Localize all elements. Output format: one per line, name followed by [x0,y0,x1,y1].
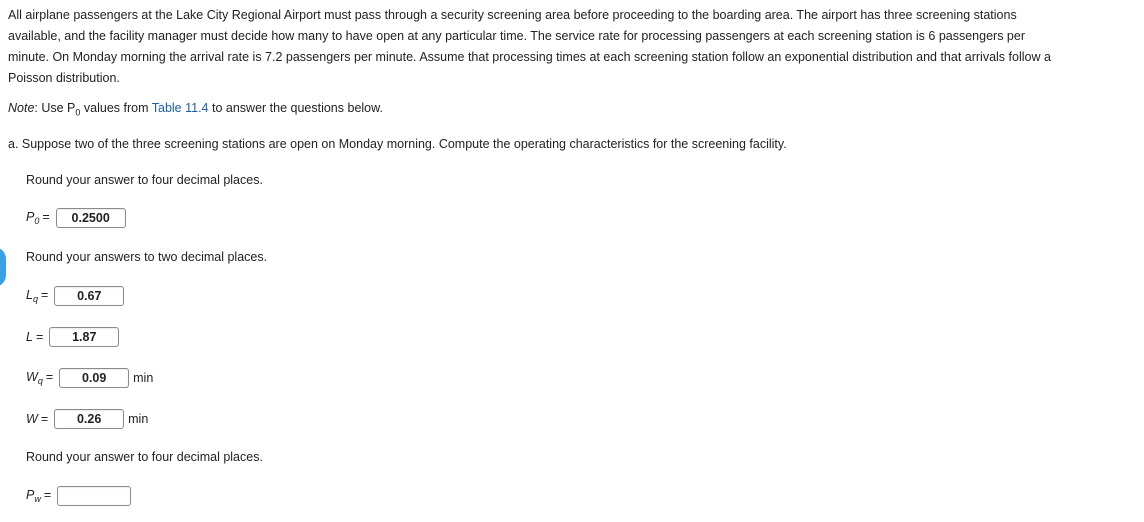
problem-line-1: All airplane passengers at the Lake City Regional Airport must pass through a security screening area before proceeding to the boarding area. The airport has three screening stations [8,8,1017,22]
p0-row [26,206,126,230]
lq-input[interactable]: 0.67 [54,286,124,306]
l-input[interactable]: 1.87 [49,327,119,347]
note-sub: 0 [75,107,81,118]
l-row [26,325,119,349]
w-row [26,407,148,431]
note-label: Note [8,101,35,115]
problem-line-4: Poisson distribution. [8,71,120,85]
problem-line-3: minute. On Monday morning the arrival rate is 7.2 passengers per minute. Assume that processing times at each screening station follow an exponential distribution and that arrivals follow a [8,50,1051,64]
p0-label: $P_0$ = [26,210,50,226]
round-instruction-four-2: Round your answer to four decimal places. [26,450,263,464]
round-instruction-two: Round your answers to two decimal places. [26,250,268,264]
question-a: a. Suppose two of the three screening stations are open on Monday morning. Compute the operating characteristics for the screening facility. [8,137,787,151]
lq-row [26,284,124,308]
problem-text [8,5,1142,89]
w-unit: min [128,412,149,426]
pw-input[interactable] [57,486,131,506]
w-input[interactable]: 0.26 [54,409,124,429]
problem-line-2: available, and the facility manager must decide how many to have open at any particular time. The service rate for processing passengers at each screening station is 6 passengers per [8,29,1025,43]
focus-marker [0,247,6,287]
round-instruction-four: Round your answer to four decimal places. [26,173,263,187]
wq-unit: min [133,371,154,385]
note [8,98,383,123]
wq-label: $W_q$ = [26,370,54,386]
lq-label: $L_q$ = [26,288,49,304]
l-label: L = [26,330,44,344]
note-text-mid: values from [80,101,152,115]
pw-label: $P_w$ = [26,488,52,504]
wq-row [26,366,153,390]
p0-input[interactable]: 0.2500 [56,208,126,228]
w-label: W = [26,412,49,426]
note-text-after: to answer the questions below. [208,101,383,115]
note-text-before: : Use P [34,101,76,115]
wq-input[interactable]: 0.09 [59,368,129,388]
pw-row [26,484,131,508]
table-link[interactable]: Table 11.4 [151,101,209,115]
